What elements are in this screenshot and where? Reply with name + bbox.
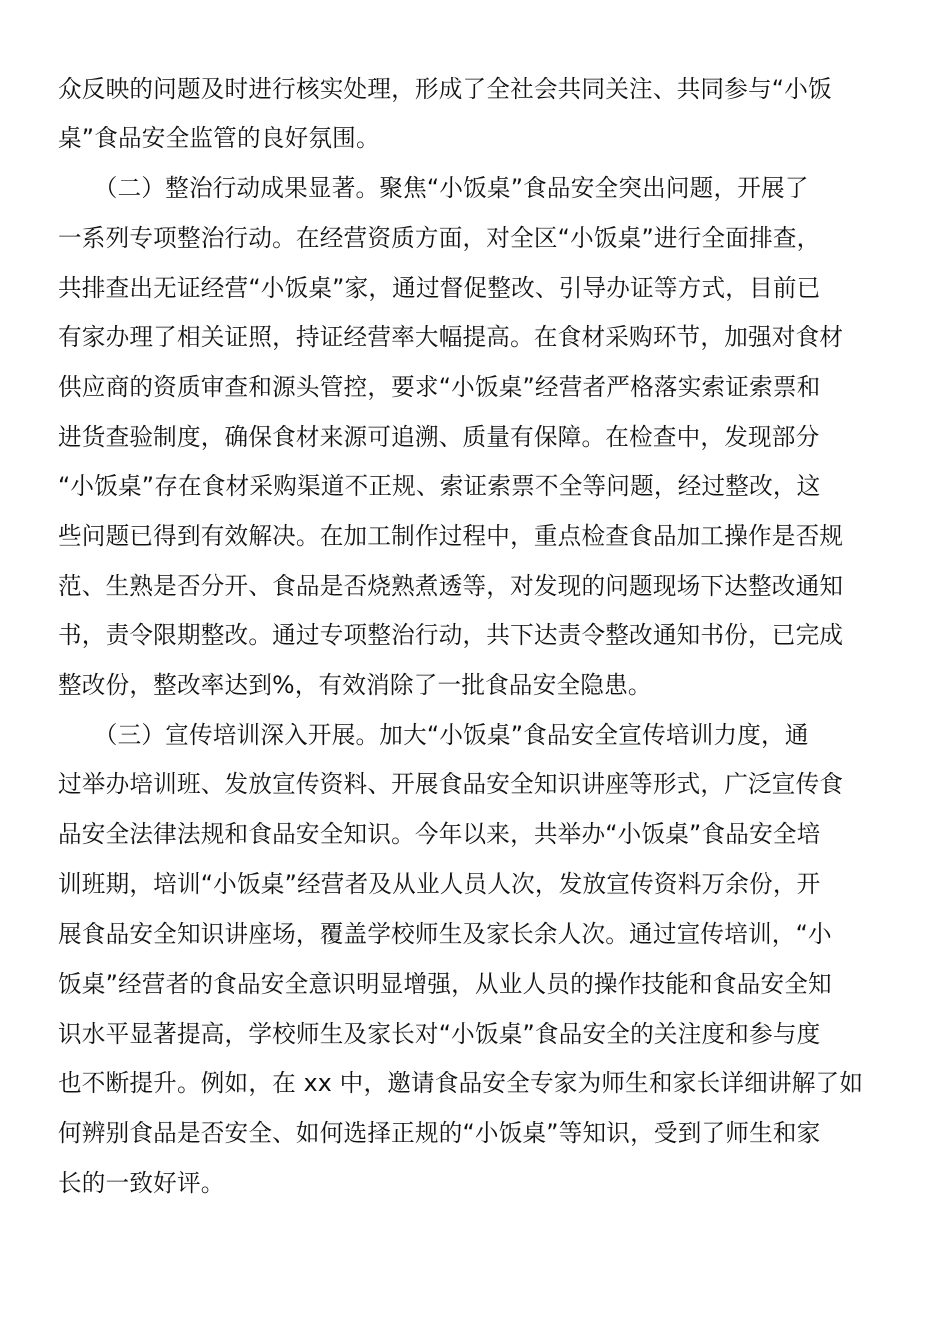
- text-line: “小饭桌”存在食材采购渠道不正规、索证索票不全等问题，经过整改，这: [58, 472, 821, 500]
- text-line: 书，责令限期整改。通过专项整治行动，共下达责令整改通知书份，已完成: [58, 621, 844, 649]
- text-line: 进货查验制度，确保食材来源可追溯、质量有保障。在检查中，发现部分: [58, 423, 820, 451]
- text-line: 识水平显著提高，学校师生及家长对“小饭桌”食品安全的关注度和参与度: [58, 1020, 821, 1048]
- text-line: 供应商的资质审查和源头管控，要求“小饭桌”经营者严格落实索证索票和: [58, 373, 821, 401]
- section-heading-line: （三）宣传培训深入开展。加大“小饭桌”食品安全宣传培训力度，通: [58, 721, 809, 749]
- text-line: 有家办理了相关证照，持证经营率大幅提高。在食材采购环节，加强对食材: [58, 323, 844, 351]
- text-line: 过举办培训班、发放宣传资料、开展食品安全知识讲座等形式，广泛宣传食: [58, 770, 844, 798]
- text-line: 训班期，培训“小饭桌”经营者及从业人员人次，发放宣传资料万余份，开: [58, 870, 821, 898]
- text-line: 整改份，整改率达到%，有效消除了一批食品安全隐患。: [58, 671, 652, 699]
- text-line: 范、生熟是否分开、食品是否烧熟煮透等，对发现的问题现场下达整改通知: [58, 572, 844, 600]
- text-line: 桌”食品安全监管的良好氛围。: [58, 124, 380, 152]
- text-line: 品安全法律法规和食品安全知识。今年以来，共举办“小饭桌”食品安全培: [58, 820, 821, 848]
- text-line: 共排查出无证经营“小饭桌”家，通过督促整改、引导办证等方式，目前已: [58, 274, 821, 302]
- text-line: 也不断提升。例如，在 xx 中，邀请食品安全专家为师生和家长详细讲解了如: [58, 1069, 864, 1097]
- text-line: 展食品安全知识讲座场，覆盖学校师生及家长余人次。通过宣传培训，“小: [58, 920, 832, 948]
- text-line: 饭桌”经营者的食品安全意识明显增强，从业人员的操作技能和食品安全知: [58, 970, 832, 998]
- text-line: 些问题已得到有效解决。在加工制作过程中，重点检查食品加工操作是否规: [58, 522, 844, 550]
- section-heading-line: （二）整治行动成果显著。聚焦“小饭桌”食品安全突出问题，开展了: [58, 174, 809, 202]
- text-line: 何辨别食品是否安全、如何选择正规的“小饭桌”等知识，受到了师生和家: [58, 1119, 821, 1147]
- text-line: 长的一致好评。: [58, 1169, 225, 1197]
- text-line: 一系列专项整治行动。在经营资质方面，对全区“小饭桌”进行全面排查，: [58, 224, 821, 252]
- text-line: 众反映的问题及时进行核实处理，形成了全社会共同关注、共同参与“小饭: [58, 75, 832, 103]
